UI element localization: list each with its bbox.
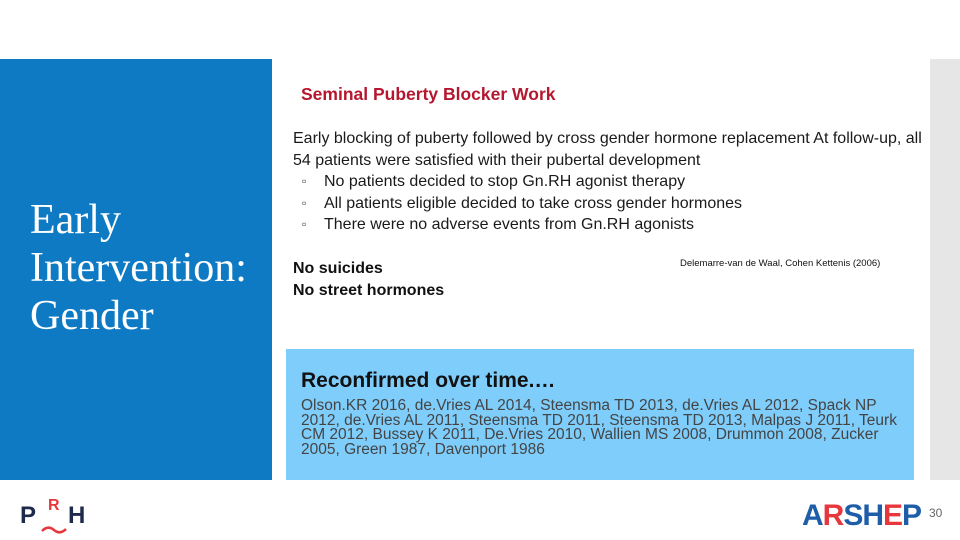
bullet-text: There were no adverse events from Gn.RH agonists [324, 216, 694, 233]
outcome-note: No street hormones [293, 281, 445, 299]
intro-paragraph: Early blocking of puberty followed by cross gender hormone replacement At follow-up, all 54 patients were satisfied with their pubertal development [293, 130, 922, 169]
reconfirmed-box [286, 349, 914, 480]
box-references: Olson.KR 2016, de.Vries AL 2014, Steensma TD 2013, de.Vries AL 2012, Spack NP 2012, de.Vries AL 2011, Steensma TD 2011, Steensma TD 2013, Malpas J 2011, Teurk CM 2012, Bussey K 2011, De.Vries 2010, Wallien MS 2008, Drummon 2008, Zucker 2005, Green 1987, Davenport 1986 [301, 397, 897, 458]
bullet-text: No patients decided to stop Gn.RH agonist therapy [324, 173, 686, 190]
bullet-list [293, 171, 923, 236]
body-content [293, 128, 923, 236]
bullet-item [302, 214, 923, 236]
citation: Delemarre-van de Waal, Cohen Kettenis (2006) [680, 258, 881, 269]
prh-tilde [42, 528, 66, 533]
bullet-icon: ▫ [302, 174, 307, 188]
section-heading: Seminal Puberty Blocker Work [301, 84, 556, 104]
arshep-logo [800, 496, 922, 532]
prh-logo [20, 495, 100, 535]
title-line: Early [30, 197, 121, 243]
bullet-item [302, 193, 923, 215]
page-number: 30 [929, 506, 943, 520]
bullet-item [302, 171, 923, 193]
outcome-notes [293, 258, 444, 301]
arshep-wordmark: ARSHEP [802, 499, 922, 532]
prh-letter-h: H [68, 502, 86, 529]
bullet-icon: ▫ [302, 217, 307, 231]
prh-letter-r: R [48, 497, 60, 514]
bullet-icon: ▫ [302, 195, 307, 210]
box-heading: Reconfirmed over time.… [301, 369, 556, 392]
title-line: Gender [30, 293, 154, 339]
right-edge-strip [930, 59, 960, 480]
title-line: Intervention: [30, 245, 247, 291]
slide-title [30, 196, 270, 340]
prh-letter-p: P [20, 502, 37, 529]
bullet-text: All patients eligible decided to take cross gender hormones [324, 194, 743, 212]
outcome-note: No suicides [293, 260, 383, 277]
